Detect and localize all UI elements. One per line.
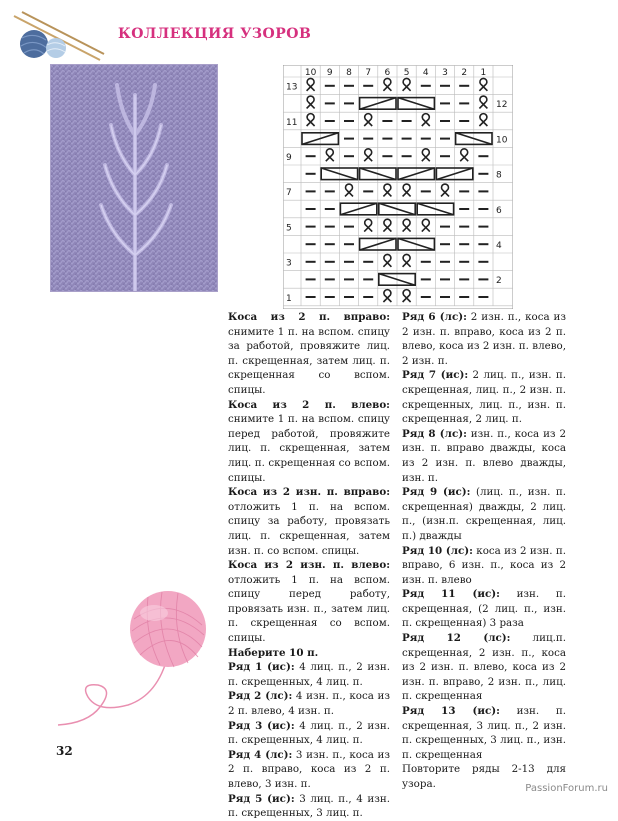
row-number-right: 6 [496,205,502,216]
legend-purl-right-cross: Коса из 2 изн. п. вправо: отложить 1 п. на вспом. спицу за работу, провязать лиц. п. скрещенная, затем изн. п. со вспом. спицы. [228,486,390,557]
row-7: Ряд 7 (ис): 2 лиц. п., изн. п. скрещенная, лиц. п., 2 изн. п. скрещенных, лиц. п., изн. п. скрещенная, 2 лиц. п. [402,369,566,426]
row-number-right: 8 [496,170,502,181]
row-6: Ряд 6 (лс): 2 изн. п., коса из 2 изн. п. вправо, коса из 2 п. влево, коса из 2 изн. п. влево, 2 изн. п. [402,311,566,367]
column-number: 4 [422,68,429,78]
row-number-left: 9 [286,153,292,163]
yarn-ball-illustration [48,585,216,735]
watermark: PassionForum.ru [525,783,608,794]
yarn-needles-decoration [8,8,108,64]
row-number-left: 11 [286,117,298,128]
column-number: 3 [442,68,448,78]
knitting-chart [283,65,513,309]
column-number: 8 [346,68,352,78]
row-13: Ряд 13 (ис): изн. п. скрещенная, 3 лиц. п., 2 изн. п. скрещенных, 3 лиц. п., изн. п. скрещенная [402,705,566,761]
section-title: КОЛЛЕКЦИЯ УЗОРОВ [118,26,312,42]
repeat-note: Повторите ряды 2-13 для узора. [402,763,566,790]
column-number: 5 [403,68,410,78]
row-number-left: 7 [286,188,292,199]
row-number-right: 2 [496,276,502,287]
cast-on: Наберите 10 п. [228,646,319,659]
row-number-left: 3 [286,258,292,269]
row-number-left: 1 [286,293,292,304]
instructions-left-column [228,310,390,821]
row-12: Ряд 12 (лс): лиц.п. скрещенная, 2 изн. п., коса из 2 изн. п. влево, коса из 2 изн. п. вправо, 2 изн. п., лиц. п. скрещенная [402,632,566,703]
column-number: 9 [326,68,333,78]
row-number-right: 12 [496,100,508,111]
row-number-left: 5 [286,223,292,234]
row-number-right: 4 [496,241,502,251]
row-4: Ряд 4 (лс): 3 изн. п., коса из 2 п. вправо, коса из 2 п. влево, 3 изн. п. [228,748,390,790]
legend-purl-left-cross: Коса из 2 изн. п. влево: отложить 1 п. на вспом. спицу перед работу, провязать изн. п., затем лиц. п. скрещенная со вспом. спицы. [228,559,390,645]
row-9: Ряд 9 (ис): (лиц. п., изн. п. скрещенная) дважды, 2 лиц. п., (изн.п. скрещенная, лиц. п.) дважды [402,486,567,542]
row-2: Ряд 2 (лс): 4 изн. п., коса из 2 п. влево, 4 изн. п. [228,690,390,718]
column-number: 1 [480,68,487,78]
row-8: Ряд 8 (лс): изн. п., коса из 2 изн. п. вправо дважды, коса из 2 изн. п. влево дважды, изн. п. [402,427,566,484]
row-10: Ряд 10 (лс): коса из 2 изн. п. вправо, 6 изн. п., коса из 2 изн. п. влево [402,544,566,586]
legend-right-cross: Коса из 2 п. вправо: снимите 1 п. на вспом. спицу за работой, провяжите лиц. п. скрещенная, затем лиц. п. скрещенная со вспом. спицы. [228,311,390,396]
legend-left-cross: Коса из 2 п. влево: снимите 1 п. на вспом. спицу перед работой, провяжите лиц. п. скрещенная, затем лиц. п. скрещенная со вспом. спицы. [228,398,390,484]
column-number: 2 [461,68,468,78]
column-number: 7 [365,68,372,78]
column-number: 6 [384,68,391,78]
knitted-sample-photo [50,64,218,292]
row-11: Ряд 11 (ис): изн. п. скрещенная, (2 лиц. п., изн. п. скрещенная) 3 раза [402,588,566,630]
row-3: Ряд 3 (ис): 4 лиц. п., 2 изн. п. скрещенных, 4 лиц. п. [228,719,391,747]
row-number-right: 10 [496,135,508,146]
row-5: Ряд 5 (ис): 3 лиц. п., 4 изн. п. скрещенных, 3 лиц. п. [228,792,391,820]
instructions-right-column [402,310,566,792]
page-number: 32 [56,744,73,758]
column-number: 10 [304,68,317,78]
row-1: Ряд 1 (ис): 4 лиц. п., 2 изн. п. скрещенных, 4 лиц. п. [228,661,391,688]
row-number-left: 13 [286,82,298,93]
